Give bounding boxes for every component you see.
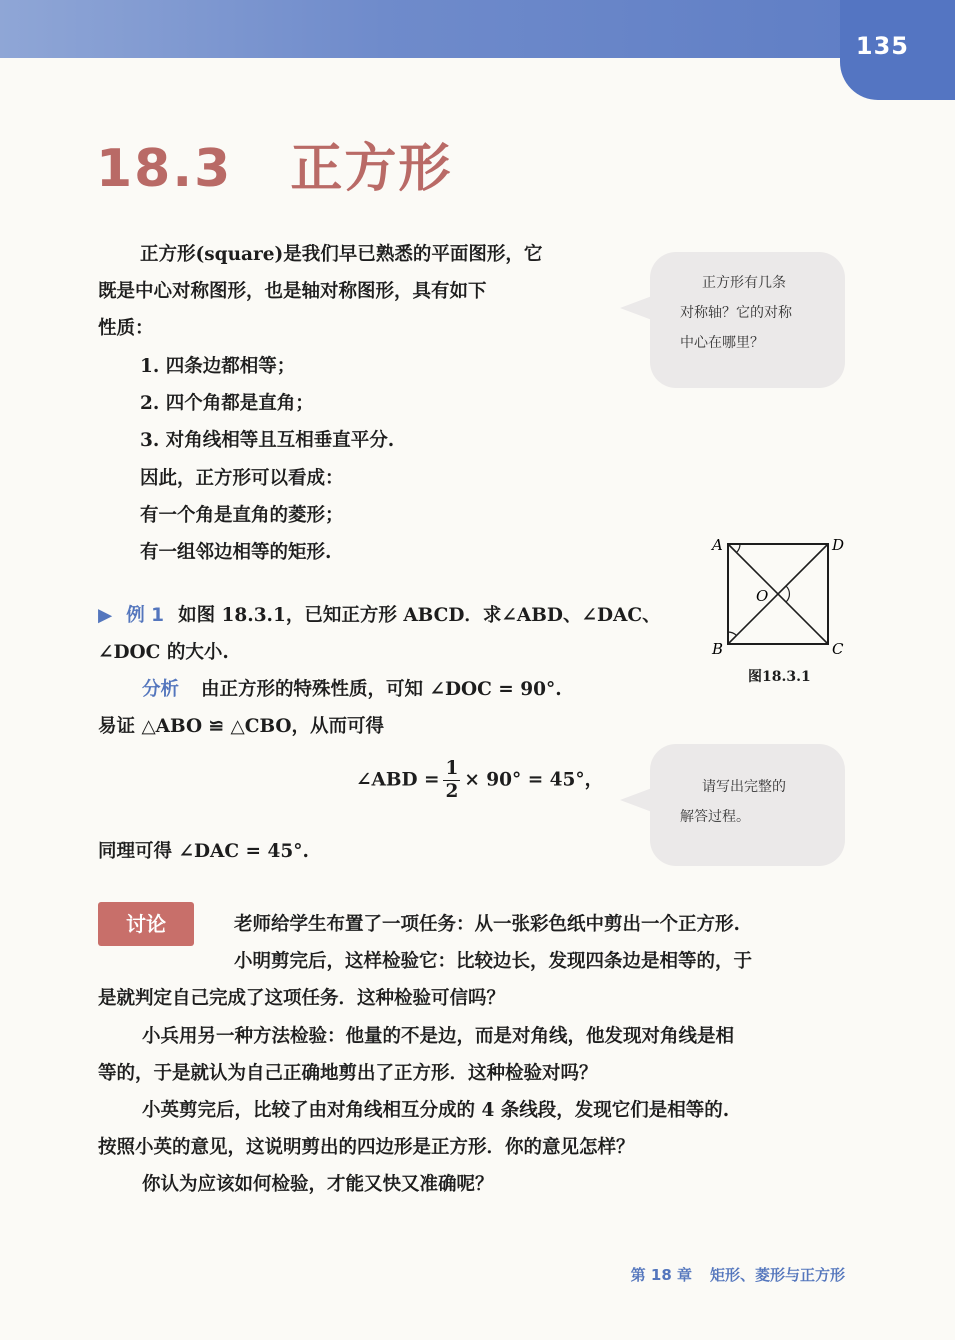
chapter-number: 第 18 章 <box>630 1266 692 1284</box>
analysis-line-1 <box>142 671 562 708</box>
analysis-line-2: 易证 △ABO ≌ △CBO，从而可得 <box>98 716 385 737</box>
discussion-line-2: 小明剪完后，这样检验它：比较边长，发现四条边是相等的，于 <box>234 951 753 972</box>
note-2-line-1: 请写出完整的 <box>702 779 786 795</box>
discussion-line-4: 小兵用另一种方法检验：他量的不是边，而是对角线，他发现对角线是相 <box>142 1026 735 1047</box>
property-2: 2. 四个角都是直角； <box>140 393 314 414</box>
header-band <box>0 0 955 58</box>
section-title <box>96 126 452 201</box>
discussion-tab: 讨论 <box>98 902 194 946</box>
square-figure <box>708 532 848 662</box>
note-2-line-2: 解答过程。 <box>680 809 750 825</box>
section-number: 18.3 <box>96 139 233 199</box>
analysis-label: 分析 <box>142 679 180 700</box>
label-o: O <box>756 587 769 605</box>
example-text-1: 如图 18.3.1，已知正方形 ABCD．求∠ABD、∠DAC、 <box>178 605 661 626</box>
formula-fraction <box>443 758 460 803</box>
discussion-line-3: 是就判定自己完成了这项任务．这种检验可信吗？ <box>98 988 506 1009</box>
example-line-2: ∠DOC 的大小. <box>98 642 229 663</box>
discussion-line-5: 等的，于是就认为自己正确地剪出了正方形．这种检验对吗？ <box>98 1063 598 1084</box>
formula-left: ∠ABD = <box>356 769 440 791</box>
section-name: 正方形 <box>290 139 453 199</box>
views-lead: 因此，正方形可以看成： <box>140 468 344 489</box>
chapter-footer <box>631 1264 845 1285</box>
example-label: 例 1 <box>126 605 165 626</box>
label-d: D <box>832 536 845 554</box>
figure-caption: 图18.3.1 <box>748 669 811 685</box>
discussion-line-6: 小英剪完后，比较了由对角线相互分成的 4 条线段，发现它们是相等的. <box>142 1100 730 1121</box>
example-line-1 <box>98 597 661 634</box>
fraction-numerator: 1 <box>445 758 459 779</box>
views-item-2: 有一组邻边相等的矩形. <box>140 542 332 563</box>
intro-line-3: 性质： <box>98 318 154 339</box>
chapter-title: 矩形、菱形与正方形 <box>709 1266 845 1284</box>
property-1: 1. 四条边都相等； <box>140 356 296 377</box>
label-c: C <box>832 640 844 658</box>
margin-note-symmetry <box>650 252 845 388</box>
intro-line-1: 正方形(square)是我们早已熟悉的平面图形，它 <box>140 244 543 265</box>
conclusion-line: 同理可得 ∠DAC = 45°. <box>98 841 309 862</box>
fraction-denominator: 2 <box>445 781 459 802</box>
play-marker-icon: ▶ <box>98 605 113 626</box>
angle-abd-arc <box>728 632 737 636</box>
page-number: 135 <box>855 32 909 60</box>
analysis-text-1: 由正方形的特殊性质，可知 ∠DOC = 90°. <box>201 679 562 700</box>
formula <box>356 758 603 803</box>
note-1-line-2: 对称轴？它的对称 <box>680 305 792 321</box>
discussion-line-7: 按照小英的意见，这说明剪出的四边形是正方形．你的意见怎样？ <box>98 1137 635 1158</box>
label-b: B <box>712 640 724 658</box>
note-1-line-3: 中心在哪里？ <box>680 335 764 351</box>
margin-note-solution <box>650 744 845 866</box>
discussion-line-1: 老师给学生布置了一项任务：从一张彩色纸中剪出一个正方形. <box>234 914 740 935</box>
note-1-line-1: 正方形有几条 <box>702 275 786 291</box>
angle-dac-arc <box>737 544 741 553</box>
formula-right: × 90° = 45°， <box>464 769 604 791</box>
views-item-1: 有一个角是直角的菱形； <box>140 505 344 526</box>
intro-line-2: 既是中心对称图形，也是轴对称图形，具有如下 <box>98 281 487 302</box>
label-a: A <box>712 536 723 554</box>
angle-doc-arc <box>786 586 789 602</box>
property-3: 3. 对角线相等且互相垂直平分. <box>140 430 395 451</box>
discussion-line-8: 你认为应该如何检验，才能又快又准确呢？ <box>142 1174 494 1195</box>
